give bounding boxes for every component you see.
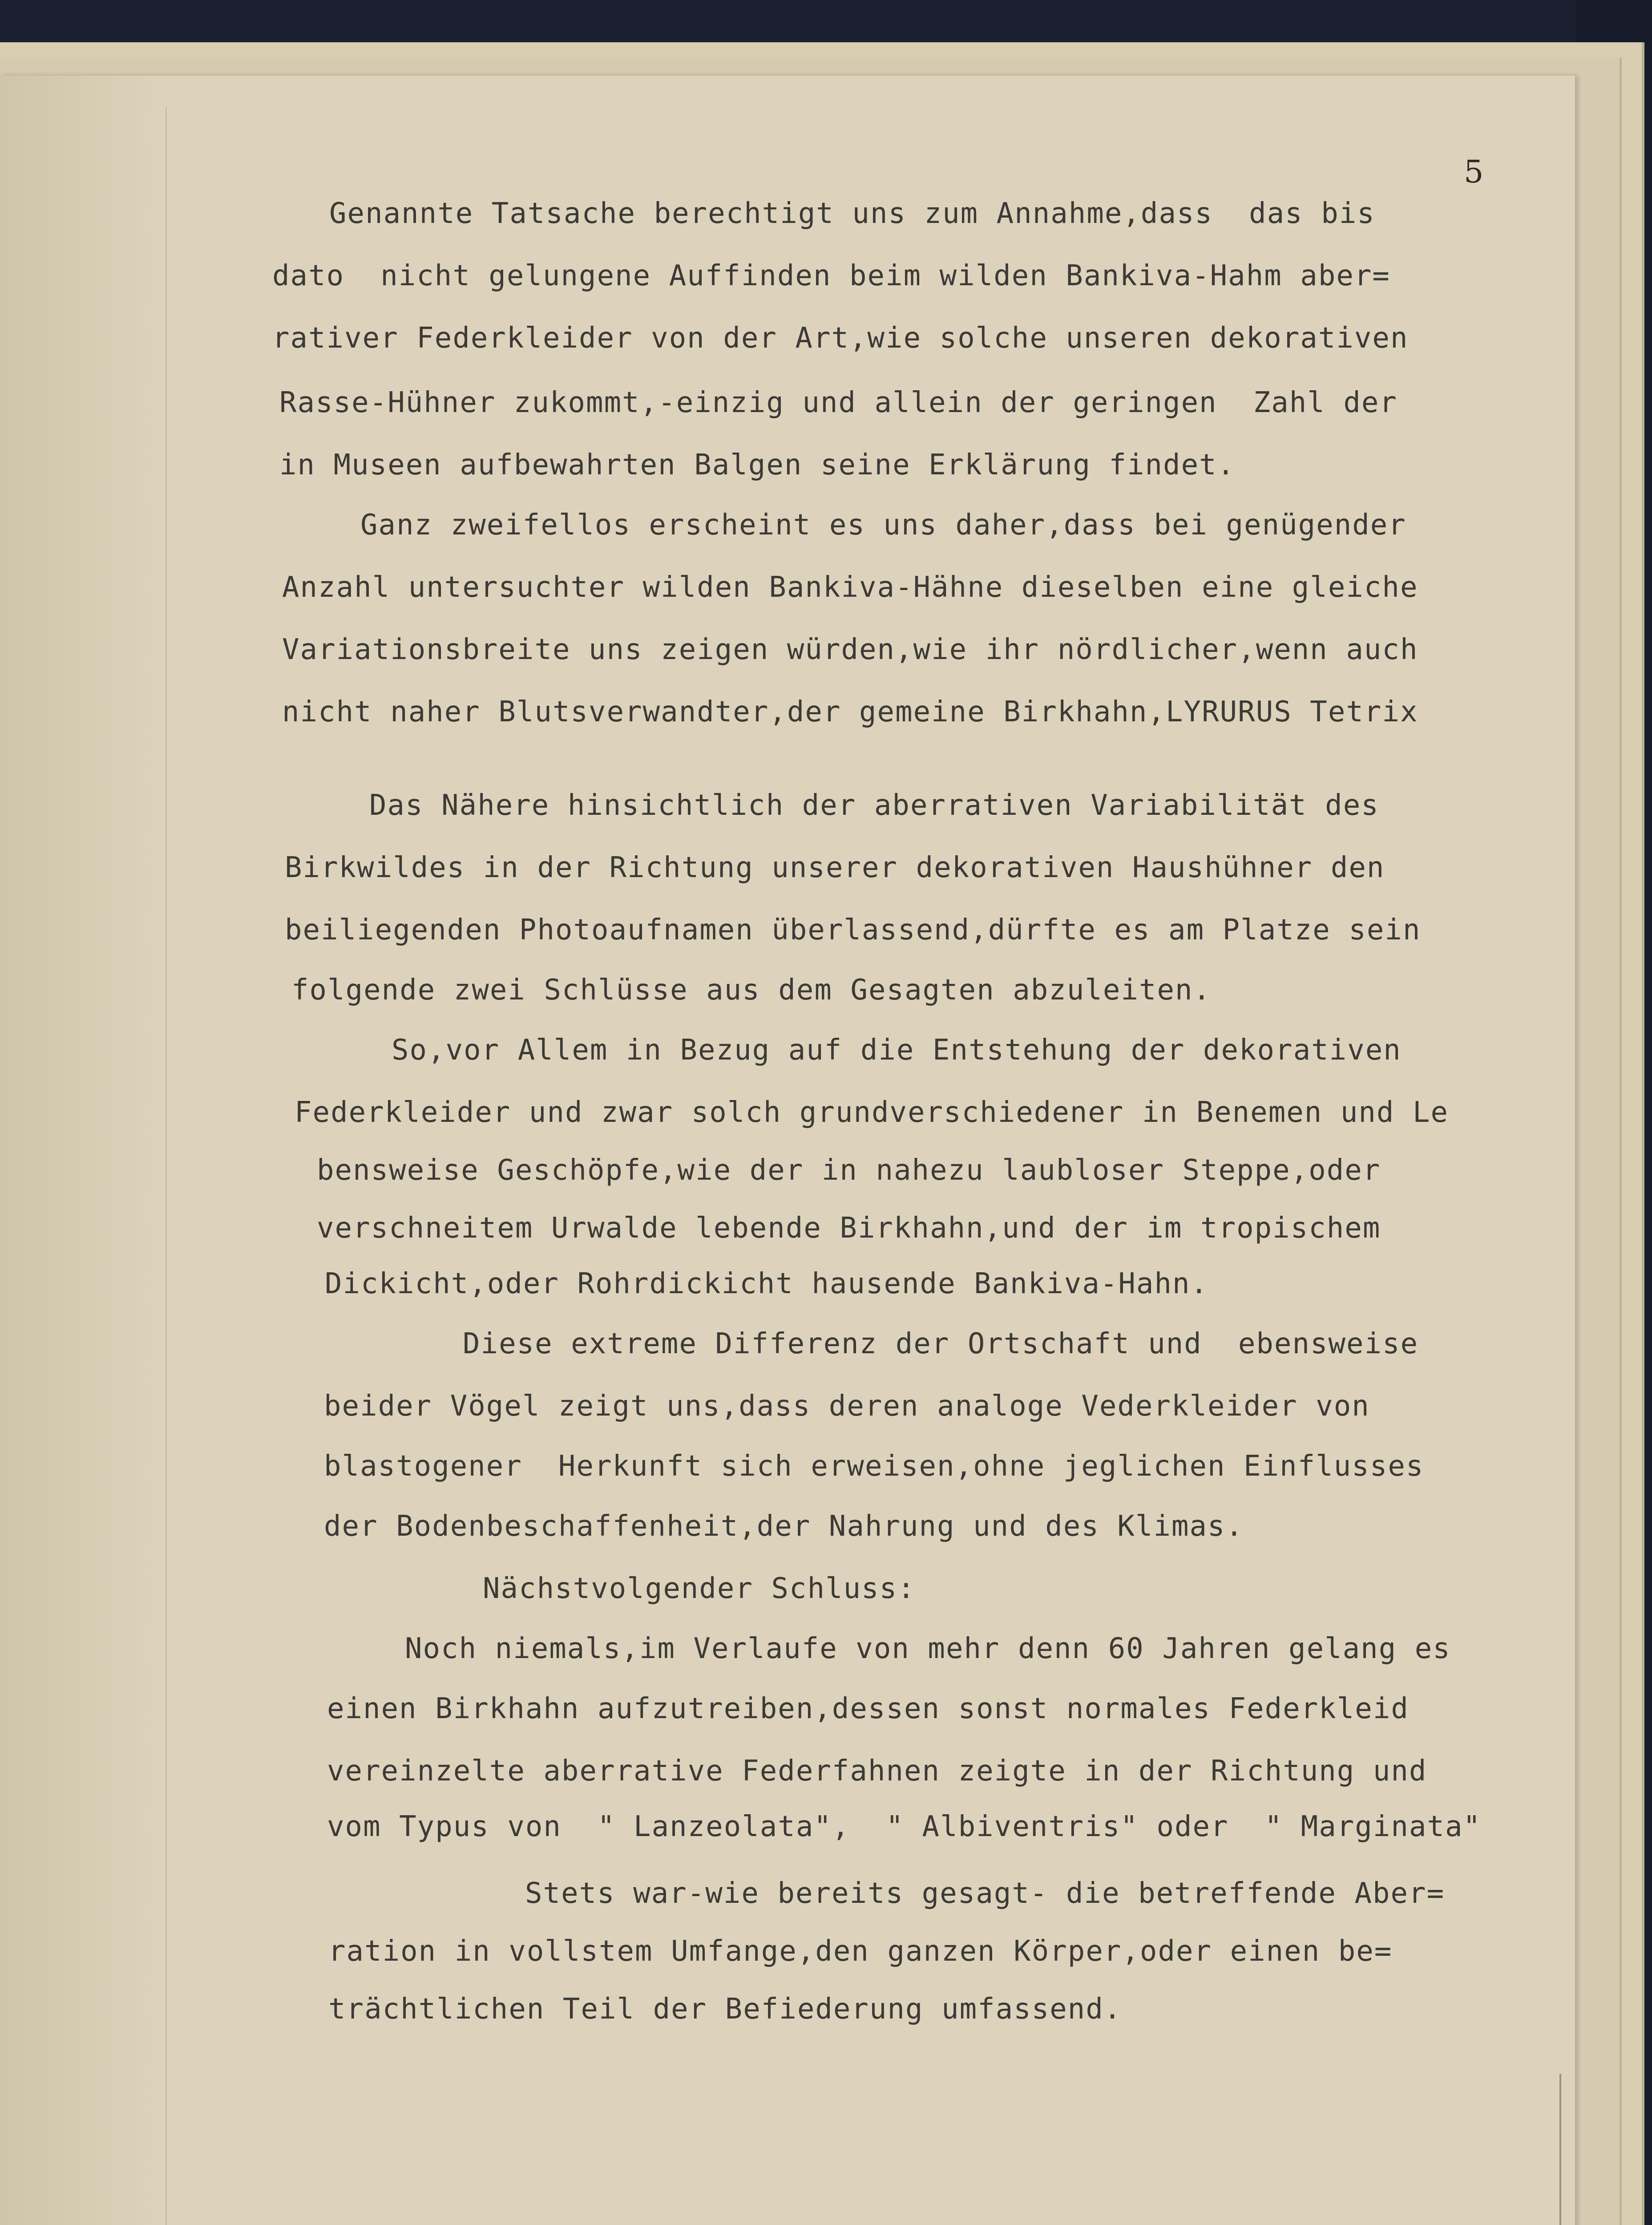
text-line: verschneitem Urwalde lebende Birkhahn,und der im tropischem bbox=[317, 1212, 1381, 1245]
text-line: Diese extreme Differenz der Ortschaft und ebensweise bbox=[463, 1327, 1419, 1360]
page-number: 5 bbox=[1464, 154, 1484, 190]
text-line: blastogener Herkunft sich erweisen,ohne jeglichen Einflusses bbox=[324, 1450, 1424, 1483]
fold-line bbox=[166, 107, 167, 2225]
text-line: vom Typus von " Lanzeolata", " Albiventris" oder " Marginata" bbox=[327, 1810, 1481, 1843]
text-line: einen Birkhahn aufzutreiben,dessen sonst normales Federkleid bbox=[327, 1692, 1409, 1725]
text-line: rativer Federkleider von der Art,wie solche unseren dekorativen bbox=[272, 322, 1409, 355]
text-line: dato nicht gelungene Auffinden beim wilden Bankiva-Hahm aber= bbox=[272, 259, 1390, 292]
text-line: beiliegenden Photoaufnamen überlassend,dürfte es am Platze sein bbox=[285, 914, 1421, 947]
text-line: Rasse-Hühner zukommt,-einzig und allein der geringen Zahl der bbox=[279, 386, 1398, 419]
text-line: beider Vögel zeigt uns,dass deren analoge Vederkleider von bbox=[324, 1390, 1370, 1423]
text-line: Das Nähere hinsichtlich der aberrativen Variabilität des bbox=[369, 789, 1379, 822]
text-line: Dickicht,oder Rohrdickicht hausende Bankiva-Hahn. bbox=[325, 1267, 1209, 1300]
text-line: vereinzelte aberrative Federfahnen zeigte in der Richtung und bbox=[327, 1755, 1427, 1788]
text-line: nicht naher Blutsverwandter,der gemeine Birkhahn,LYRURUS Tetrix bbox=[282, 696, 1418, 728]
text-line: Nächstvolgender Schluss: bbox=[483, 1572, 916, 1605]
text-line: der Bodenbeschaffenheit,der Nahrung und des Klimas. bbox=[324, 1510, 1244, 1543]
text-line: bensweise Geschöpfe,wie der in nahezu laubloser Steppe,oder bbox=[317, 1154, 1381, 1187]
text-line: in Museen aufbewahrten Balgen seine Erklärung findet. bbox=[279, 449, 1236, 481]
text-line: ration in vollstem Umfange,den ganzen Körper,oder einen be= bbox=[328, 1935, 1393, 1968]
text-line: trächtlichen Teil der Befiederung umfassend. bbox=[328, 1993, 1122, 2026]
text-line: Ganz zweifellos erscheint es uns daher,dass bei genügender bbox=[360, 509, 1406, 542]
text-line: folgende zwei Schlüsse aus dem Gesagten abzuleiten. bbox=[291, 974, 1212, 1007]
text-line: Anzahl untersuchter wilden Bankiva-Hähne dieselben eine gleiche bbox=[282, 571, 1418, 604]
page-margin bbox=[0, 76, 165, 2225]
text-line: Stets war-wie bereits gesagt- die betreffende Aber= bbox=[525, 1877, 1445, 1910]
text-line: Noch niemals,im Verlaufe von mehr denn 60 Jahren gelang es bbox=[405, 1632, 1451, 1665]
text-line: Birkwildes in der Richtung unserer dekorativen Haushühner den bbox=[285, 851, 1385, 884]
text-line: Variationsbreite uns zeigen würden,wie ihr nördlicher,wenn auch bbox=[282, 633, 1418, 666]
text-line: Federkleider und zwar solch grundverschiedener in Benemen und Le bbox=[295, 1096, 1449, 1129]
edge-mark bbox=[1559, 2074, 1561, 2225]
text-line: So,vor Allem in Bezug auf die Entstehung der dekorativen bbox=[392, 1034, 1402, 1067]
text-line: Genannte Tatsache berechtigt uns zum Annahme,dass das bis bbox=[329, 197, 1375, 230]
